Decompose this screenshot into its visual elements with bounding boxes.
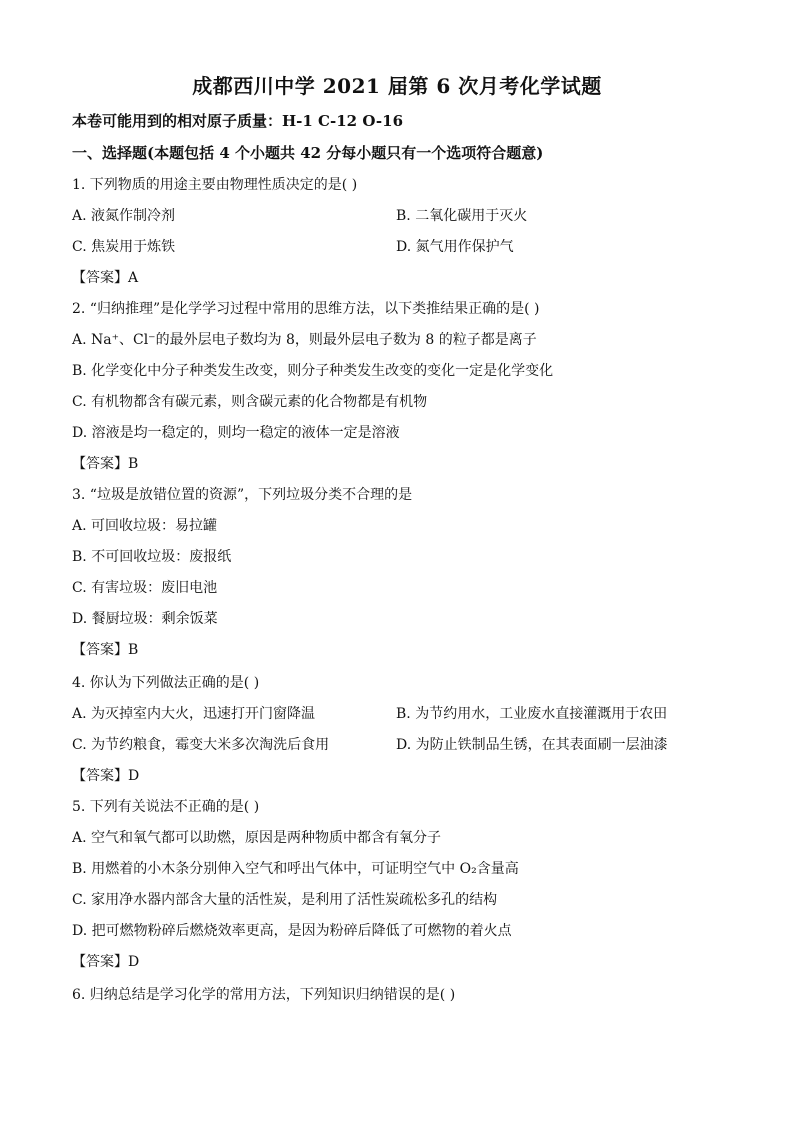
question-2-stem: 2. “归纳推理”是化学学习过程中常用的思维方法，以下类推结果正确的是( )	[72, 301, 540, 317]
question-2-option-a: A. Na⁺、Cl⁻的最外层电子数均为 8，则最外层电子数为 8 的粒子都是离子	[72, 332, 537, 348]
question-1-option-c: C. 焦炭用于炼铁	[72, 239, 176, 255]
atomic-mass-note: 本卷可能用到的相对原子质量：H-1 C-12 O-16	[72, 112, 404, 130]
section-heading: 一、选择题(本题包括 4 个小题共 42 分每小题只有一个选项符合题意)	[72, 144, 544, 162]
question-4-option-d: D. 为防止铁制品生锈，在其表面刷一层油漆	[396, 737, 668, 753]
exam-title: 成都西川中学 2021 届第 6 次月考化学试题	[192, 74, 602, 98]
question-1-option-d: D. 氮气用作保护气	[396, 239, 514, 255]
question-5-answer: 【答案】D	[72, 954, 140, 970]
question-5-option-d: D. 把可燃物粉碎后燃烧效率更高，是因为粉碎后降低了可燃物的着火点	[72, 923, 512, 939]
question-5-option-b: B. 用燃着的小木条分别伸入空气和呼出气体中，可证明空气中 O₂含量高	[72, 861, 519, 877]
question-5-stem: 5. 下列有关说法不正确的是( )	[72, 799, 260, 815]
question-2-option-c: C. 有机物都含有碳元素，则含碳元素的化合物都是有机物	[72, 394, 428, 410]
question-3-stem: 3. “垃圾是放错位置的资源”，下列垃圾分类不合理的是	[72, 487, 413, 503]
question-2-answer: 【答案】B	[72, 456, 139, 472]
question-4-option-a: A. 为灭掉室内大火，迅速打开门窗降温	[72, 706, 316, 722]
question-1-option-b: B. 二氧化碳用于灭火	[396, 208, 528, 224]
question-3-option-a: A. 可回收垃圾：易拉罐	[72, 518, 218, 534]
question-5-option-c: C. 家用净水器内部含大量的活性炭，是利用了活性炭疏松多孔的结构	[72, 892, 498, 908]
question-3-answer: 【答案】B	[72, 642, 139, 658]
question-1-option-a: A. 液氮作制冷剂	[72, 208, 176, 224]
question-4-option-b: B. 为节约用水，工业废水直接灌溉用于农田	[396, 706, 668, 722]
question-1-stem: 1. 下列物质的用途主要由物理性质决定的是( )	[72, 177, 358, 193]
question-1-answer: 【答案】A	[72, 270, 139, 286]
question-3-option-b: B. 不可回收垃圾：废报纸	[72, 549, 232, 565]
question-2-option-d: D. 溶液是均一稳定的，则均一稳定的液体一定是溶液	[72, 425, 400, 441]
question-4-stem: 4. 你认为下列做法正确的是( )	[72, 675, 260, 691]
question-3-option-c: C. 有害垃圾：废旧电池	[72, 580, 218, 596]
question-4-option-c: C. 为节约粮食，霉变大米多次淘洗后食用	[72, 737, 330, 753]
question-2-option-b: B. 化学变化中分子种类发生改变，则分子种类发生改变的变化一定是化学变化	[72, 363, 554, 379]
question-4-answer: 【答案】D	[72, 768, 140, 784]
question-3-option-d: D. 餐厨垃圾：剩余饭菜	[72, 611, 218, 627]
question-6-stem: 6. 归纳总结是学习化学的常用方法，下列知识归纳错误的是( )	[72, 987, 456, 1003]
question-5-option-a: A. 空气和氧气都可以助燃，原因是两种物质中都含有氧分子	[72, 830, 442, 846]
